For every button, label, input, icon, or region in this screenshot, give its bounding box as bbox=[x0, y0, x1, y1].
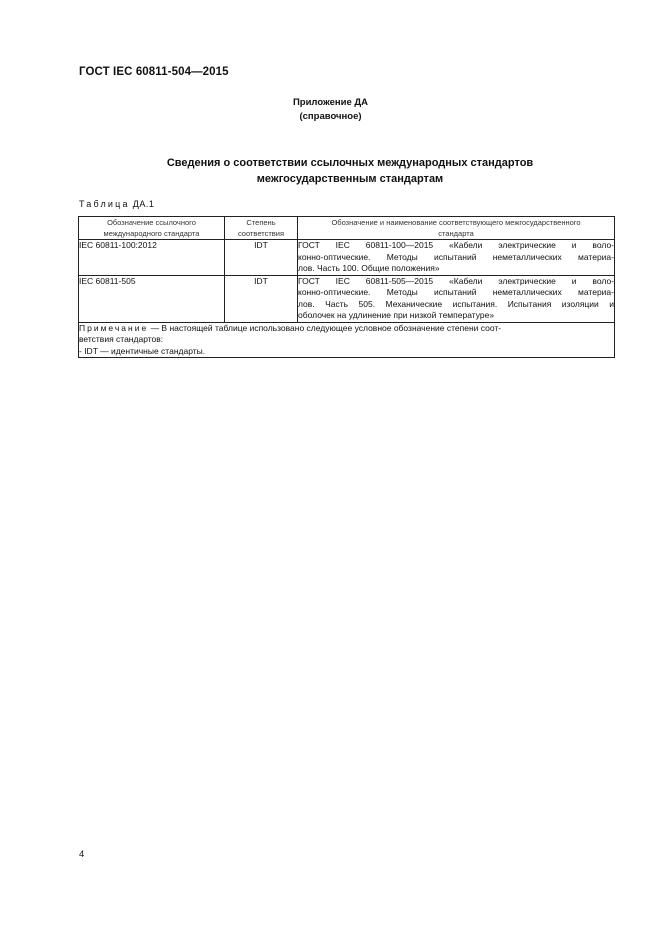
annex-title: Приложение ДА bbox=[292, 97, 369, 108]
table-header-row bbox=[79, 217, 615, 240]
note-text-1: — В настоящей таблице использовано следующее условное обозначение степени соот- bbox=[148, 322, 502, 333]
annex-status: (справочное) bbox=[299, 111, 362, 122]
table-note bbox=[79, 322, 615, 358]
degree-cell: IDT bbox=[225, 275, 298, 322]
table-caption bbox=[79, 199, 154, 209]
section-heading-line-1: Сведения о соответствии ссылочных международных стандартов bbox=[166, 157, 534, 169]
section-heading bbox=[0, 155, 661, 187]
description-line: конно-оптические. Методы испытаний неметаллических материа- bbox=[298, 287, 614, 297]
section-heading-line-2: межгосударственным стандартам bbox=[256, 173, 444, 185]
table-caption-word: Таблица bbox=[79, 199, 130, 209]
column-header-reference bbox=[79, 217, 225, 240]
table-note-row bbox=[79, 322, 615, 358]
column-header-degree-line-1: Степень bbox=[246, 218, 276, 227]
description-line: ГОСТ IEC 60811-505—2015 «Кабели электрические и воло- bbox=[298, 275, 614, 286]
table-row bbox=[79, 275, 615, 322]
column-header-interstate-line-2: стандарта bbox=[438, 229, 474, 238]
column-header-interstate-line-1: Обозначение и наименование соответствующего межгосударственного bbox=[331, 218, 581, 227]
interstate-standard-cell bbox=[298, 240, 615, 276]
correspondence-table bbox=[78, 216, 615, 358]
table-row bbox=[79, 240, 615, 276]
column-header-interstate bbox=[298, 217, 615, 240]
interstate-standard-cell bbox=[298, 275, 615, 322]
degree-cell: IDT bbox=[225, 240, 298, 276]
note-line-3: - IDT — идентичные стандарты. bbox=[79, 345, 206, 356]
description-line: лов. Часть 505. Механические испытания. Испытания изоляции и bbox=[298, 298, 614, 309]
description-line: оболочек на удлинение при низкой температуре» bbox=[298, 310, 495, 320]
column-header-reference-line-2: международного стандарта bbox=[103, 229, 200, 238]
description-line: ГОСТ IEC 60811-100—2015 «Кабели электрические и воло- bbox=[298, 240, 614, 250]
annex-heading bbox=[0, 96, 661, 124]
column-header-degree-line-2: соответствия bbox=[237, 229, 285, 238]
reference-standard-cell: IEC 60811-100:2012 bbox=[79, 240, 225, 276]
page-number: 4 bbox=[79, 849, 85, 860]
note-line-1 bbox=[79, 323, 614, 335]
note-label: Примечание bbox=[79, 322, 149, 333]
note-line-2: ветствия стандартов: bbox=[79, 334, 164, 344]
description-line: конно-оптические. Методы испытаний неметаллических материа- bbox=[298, 251, 614, 262]
column-header-reference-line-1: Обозначение ссылочного bbox=[107, 218, 196, 227]
description-line: лов. Часть 100. Общие положения» bbox=[298, 263, 440, 273]
reference-standard-cell: IEC 60811-505 bbox=[79, 275, 225, 322]
column-header-degree bbox=[225, 217, 298, 240]
table-caption-id: ДА.1 bbox=[132, 199, 155, 209]
document-code: ГОСТ IEC 60811-504—2015 bbox=[79, 66, 229, 78]
